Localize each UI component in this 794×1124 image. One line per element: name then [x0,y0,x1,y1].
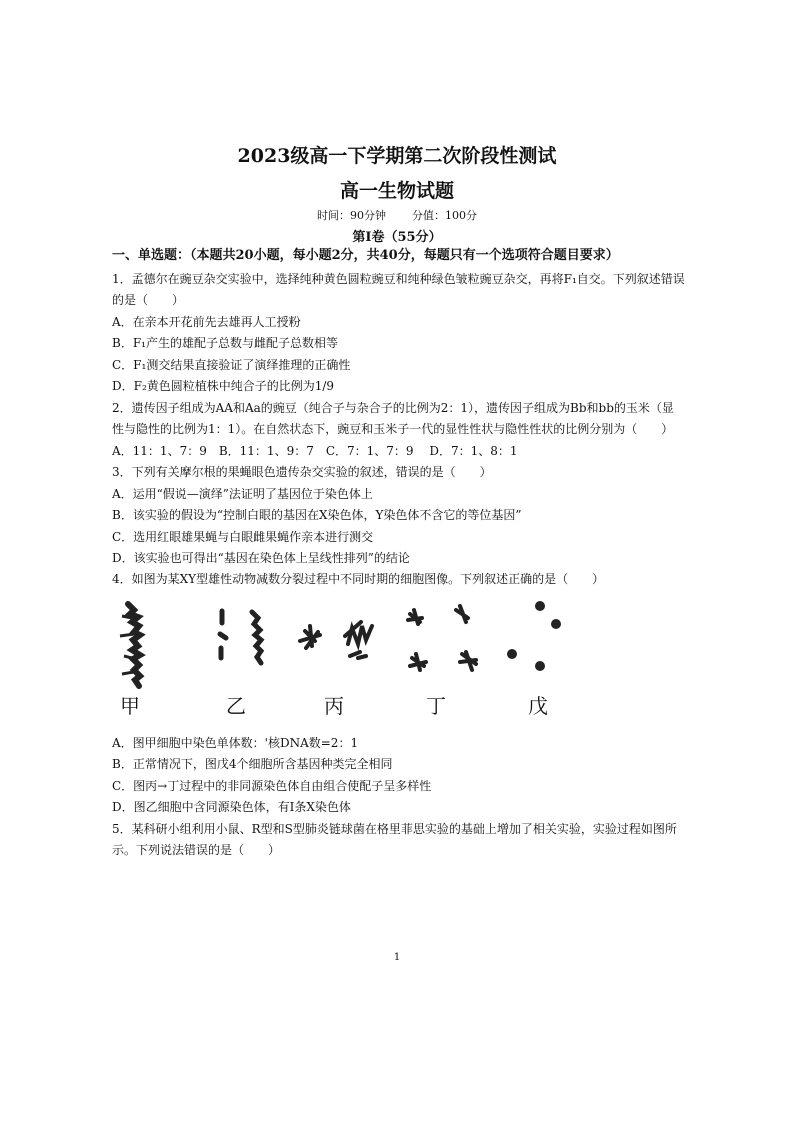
exam-subtitle: 高一生物试题 [339,180,454,202]
q1-stem-line1: 1．孟德尔在豌豆杂交实验中，选择纯种黄色圆粒豌豆和纯种绿色皱粒豌豆杂交，再将F₁自交。下列叙述错误 [112,272,685,286]
q1-option-b: B．F₁产生的雄配子总数与雌配子总数相等 [112,336,338,350]
exam-title: 2023级高一下学期第二次阶段性测试 [237,145,557,167]
q1-option-a: A．在亲本开花前先去雄再人工授粉 [112,315,301,329]
q1-option-d: D．F₂黄色圆粒植株中纯合子的比例为1/9 [112,379,335,393]
figure-label-wu: 戊 [528,694,548,718]
figure-label-yi: 乙 [226,694,246,718]
q4-option-c: C．图丙→丁过程中的非同源染色体自由组合使配子呈多样性 [112,779,432,793]
figure-label-jia: 甲 [120,694,140,718]
q2-stem-line1: 2．遗传因子组成为AA和Aa的豌豆（纯合子与杂合子的比例为2：1），遗传因子组成为Bb和bb的玉米（显 [112,401,674,415]
section-heading: 一、单选题：（本题共20小题，每小题2分，共40分，每题只有一个选项符合题目要求） [112,248,619,263]
figure-label-bing: 丙 [324,694,344,718]
cell-ding-chromosomes [408,606,476,670]
page-number: 1 [393,952,401,963]
q3-option-b: B．该实验的假设为“控制白眼的基因在X染色体，Y染色体不含它的等位基因” [112,508,522,522]
q1-stem-line2: 的是（ ） [112,293,185,307]
cell-bing-chromosomes [300,622,372,658]
exam-score: 分值：100分 [412,209,477,222]
figure-label-ding: 丁 [426,694,446,718]
meiosis-cell-figure [110,596,590,726]
q3-option-a: A．运用“假说—演绎”法证明了基因位于染色体上 [112,487,373,501]
q2-options: A．11：1、7：9 B．11：1、9：7 C．7：1、7：9 D．7：1、8：1 [112,444,518,458]
exam-time: 时间：90分钟 [317,209,386,222]
q3-option-c: C．选用红眼雄果蝇与白眼雌果蝇作亲本进行测交 [112,530,374,544]
cell-wu-chromosomes [507,601,561,671]
q4-option-d: D．图乙细胞中含同源染色体，有Ⅰ条X染色体 [112,800,351,814]
q4-option-a: A．图甲细胞中染色单体数：'核DNA数=2：1 [112,736,359,750]
cell-jia-chromosomes [120,604,140,686]
cell-yi-chromosomes [220,611,261,663]
q3-option-d: D．该实验也可得出“基因在染色体上呈线性排列”的结论 [112,551,410,565]
q4-option-b: B．正常情况下，图戊4个细胞所含基因种类完全相同 [112,757,393,771]
exam-meta [0,207,794,223]
q2-stem-line2: 性与隐性的比例为1：1）。在自然状态下，豌豆和玉米子一代的显性性状与隐性性状的比例分别为（ ） [112,422,674,436]
q4-stem: 4．如图为某XY型雄性动物减数分裂过程中不同时期的细胞图像。下列叙述正确的是（ ） [112,572,605,586]
q1-option-c: C．F₁测交结果直接验证了演绎推理的正确性 [112,358,351,372]
q3-stem: 3．下列有关摩尔根的果蝇眼色遗传杂交实验的叙述，错误的是（ ） [112,465,492,479]
volume-heading: 第Ⅰ卷（55分） [352,230,442,245]
q5-stem-line2: 示。下列说法错误的是（ ） [112,843,281,857]
q5-stem-line1: 5．某科研小组利用小鼠、R型和S型肺炎链球菌在格里菲思实验的基础上增加了相关实验，实验过程如图所 [112,822,677,836]
